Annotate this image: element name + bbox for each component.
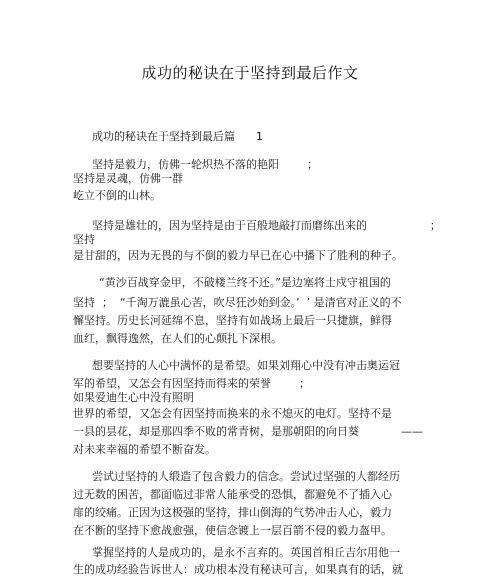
text-line: 世界的希望，又怎会有因坚持而换来的永不熄灭的电灯。坚持不是 (73, 407, 392, 420)
document-subtitle: 成功的秘诀在于坚持到最后篇 1 (92, 130, 263, 143)
text-line: 过无数的困苦，都面临过非常人能承受的恐惧，都避免不了插入心 (73, 488, 392, 501)
text-line: 尝试过坚持的人缎造了包含毅力的信念。尝试过坚强的人都经历 (92, 470, 400, 483)
text-line: 如果爱迪生心中没有照明 (73, 391, 194, 404)
text-line: 坚持是雄壮的，因为坚持是由于百般地敲打而磨练出来的 ； (92, 219, 441, 232)
text-line: 坚持是毅力，仿佛一轮炽热不落的艳阳 ； (92, 158, 318, 171)
document-title: 成功的秘诀在于坚持到最后作文 (141, 64, 359, 82)
text-line: 想要坚持的人心中满怀的是希望。如果刘翔心中没有冲击奥运冠 (92, 359, 400, 372)
text-line: 在不断的坚持下愈战愈强，使信念镀上一层百箭不侵的毅力盔甲。 (73, 524, 392, 537)
text-line: 一县的昙花，却是那四季不败的常青树，是那朝阳的向日葵 —— (73, 425, 423, 438)
text-line: 对未来幸福的希望不断奋发。 (73, 443, 216, 456)
text-line: 掌握坚持的人是成功的，是永不言弃的。英国首相丘吉尔用他一 (92, 546, 400, 559)
text-line: 坚持是灵魂，仿佛一群 (73, 172, 183, 185)
text-line: “黄沙百战穿金甲，不破楼兰终不还。”是边塞将士戍守祖国的 (99, 276, 391, 289)
text-line: 血红，飘得逸然，在人们的心颠扎下深根。 (73, 332, 282, 345)
text-line: 军的希望，又怎会有因坚持而得来的荣誉 ； (73, 377, 310, 390)
text-line: 生的成功经验告诉世人：成功根本没有秘诀可言，如果真有的话，就 (73, 563, 403, 576)
text-line: 是甘甜的，因为无畏的与不倒的毅力早已在心中播下了胜利的种子。 (73, 249, 403, 262)
text-line: 坚持 (73, 233, 95, 246)
text-line: 坚持 ； “千淘万漉虽心苦，吹尽狂沙始到金。’ ’ 是清官对正义的不 (73, 296, 402, 309)
text-line: 扉的绞痛。正因为这极强的坚持，排山倒海的气势冲击人心，毅力 (73, 506, 392, 519)
text-line: 懈坚持。历史长河延绵不息，坚持有如战场上最后一只捷旗，鲜得 (73, 314, 392, 327)
text-line: 屹立不倒的山林。 (73, 189, 161, 202)
